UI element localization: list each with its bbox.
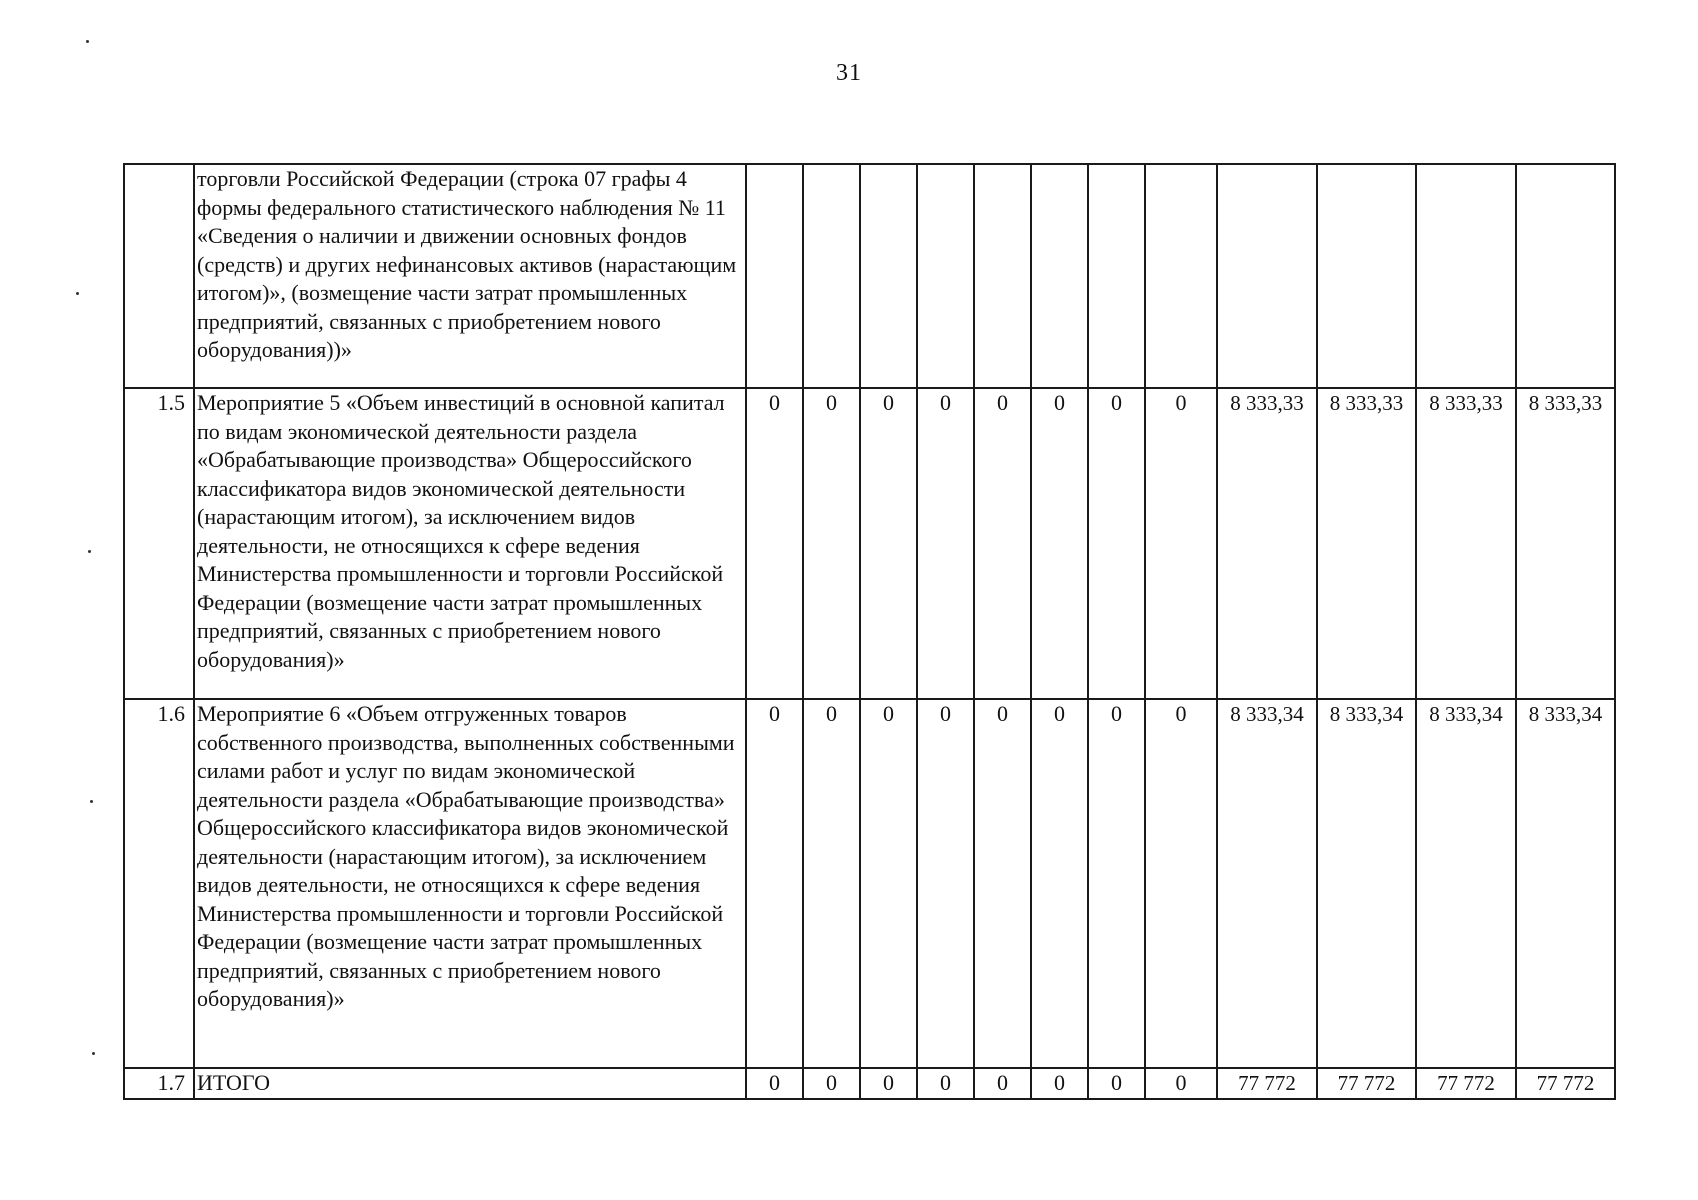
value-cell: 0 — [803, 388, 860, 699]
value-cell: 77 772 — [1516, 1068, 1615, 1099]
value-cell: 0 — [746, 1068, 803, 1099]
value-cell: 8 333,33 — [1416, 388, 1516, 699]
value-cell: 0 — [860, 1068, 917, 1099]
value-cell: 0 — [1145, 699, 1217, 1068]
page-number: 31 — [836, 60, 862, 86]
row-description: Мероприятие 5 «Объем инвестиций в основной капитал по видам экономической деятельности раздела «Обрабатывающие производства» Общероссийского классификатора видов экономической деятельности (нарастающим итогом), за исключением видов деятельности, не относящихся к сфере ведения Министерства промышленности и торговли Российской Федерации (возмещение части затрат промышленных предприятий, связанных с приобретением нового оборудования)» — [194, 388, 746, 699]
value-cell: 0 — [1145, 1068, 1217, 1099]
value-cell: 77 772 — [1217, 1068, 1317, 1099]
value-cell: 0 — [746, 388, 803, 699]
scan-mark — [76, 292, 79, 295]
value-cell: 0 — [917, 1068, 974, 1099]
value-cell: 0 — [974, 388, 1031, 699]
value-cell: 8 333,33 — [1217, 388, 1317, 699]
row-number: 1.6 — [124, 699, 194, 1068]
value-cell — [1217, 164, 1317, 388]
value-cell: 0 — [860, 699, 917, 1068]
row-number: 1.7 — [124, 1068, 194, 1099]
value-cell — [1416, 164, 1516, 388]
value-cell: 0 — [803, 699, 860, 1068]
scan-mark — [90, 800, 93, 803]
value-cell: 8 333,34 — [1317, 699, 1416, 1068]
value-cell — [1031, 164, 1088, 388]
row-description: ИТОГО — [194, 1068, 746, 1099]
table-row — [124, 388, 1615, 699]
value-cell: 77 772 — [1416, 1068, 1516, 1099]
row-number — [124, 164, 194, 388]
value-cell: 0 — [1031, 388, 1088, 699]
value-cell — [1317, 164, 1416, 388]
value-cell — [974, 164, 1031, 388]
value-cell — [860, 164, 917, 388]
value-cell: 8 333,34 — [1516, 699, 1615, 1068]
value-cell — [1145, 164, 1217, 388]
value-cell: 77 772 — [1317, 1068, 1416, 1099]
row-description: Мероприятие 6 «Объем отгруженных товаров собственного производства, выполненных собственными силами работ и услуг по видам экономической деятельности раздела «Обрабатывающие производства» Общероссийского классификатора видов экономической деятельности (нарастающим итогом), за исключением видов деятельности, не относящихся к сфере ведения Министерства промышленности и торговли Российской Федерации (возмещение части затрат промышленных предприятий, связанных с приобретением нового оборудования)» — [194, 699, 746, 1068]
value-cell: 0 — [1088, 699, 1145, 1068]
scan-mark — [88, 550, 91, 553]
value-cell: 8 333,34 — [1416, 699, 1516, 1068]
value-cell: 0 — [1088, 1068, 1145, 1099]
value-cell: 0 — [917, 699, 974, 1068]
value-cell: 0 — [917, 388, 974, 699]
value-cell: 0 — [1088, 388, 1145, 699]
scan-mark — [92, 1052, 95, 1055]
value-cell: 0 — [746, 699, 803, 1068]
value-cell: 8 333,33 — [1317, 388, 1416, 699]
value-cell: 0 — [1145, 388, 1217, 699]
value-cell: 0 — [860, 388, 917, 699]
row-number: 1.5 — [124, 388, 194, 699]
value-cell — [917, 164, 974, 388]
value-cell: 0 — [974, 699, 1031, 1068]
value-cell: 8 333,34 — [1217, 699, 1317, 1068]
value-cell — [803, 164, 860, 388]
scan-mark — [86, 40, 89, 43]
value-cell: 0 — [1031, 699, 1088, 1068]
value-cell: 0 — [1031, 1068, 1088, 1099]
value-cell — [1088, 164, 1145, 388]
table-row — [124, 699, 1615, 1068]
row-description: торговли Российской Федерации (строка 07 графы 4 формы федерального статистического наблюдения № 11 «Сведения о наличии и движении основных фондов (средств) и других нефинансовых активов (нарастающим итогом)», (возмещение части затрат промышленных предприятий, связанных с приобретением нового оборудования))» — [194, 164, 746, 388]
value-cell: 0 — [803, 1068, 860, 1099]
value-cell: 8 333,33 — [1516, 388, 1615, 699]
data-table — [123, 163, 1616, 1100]
table-row-total — [124, 1068, 1615, 1099]
value-cell: 0 — [974, 1068, 1031, 1099]
value-cell — [1516, 164, 1615, 388]
value-cell — [746, 164, 803, 388]
table-row — [124, 164, 1615, 388]
